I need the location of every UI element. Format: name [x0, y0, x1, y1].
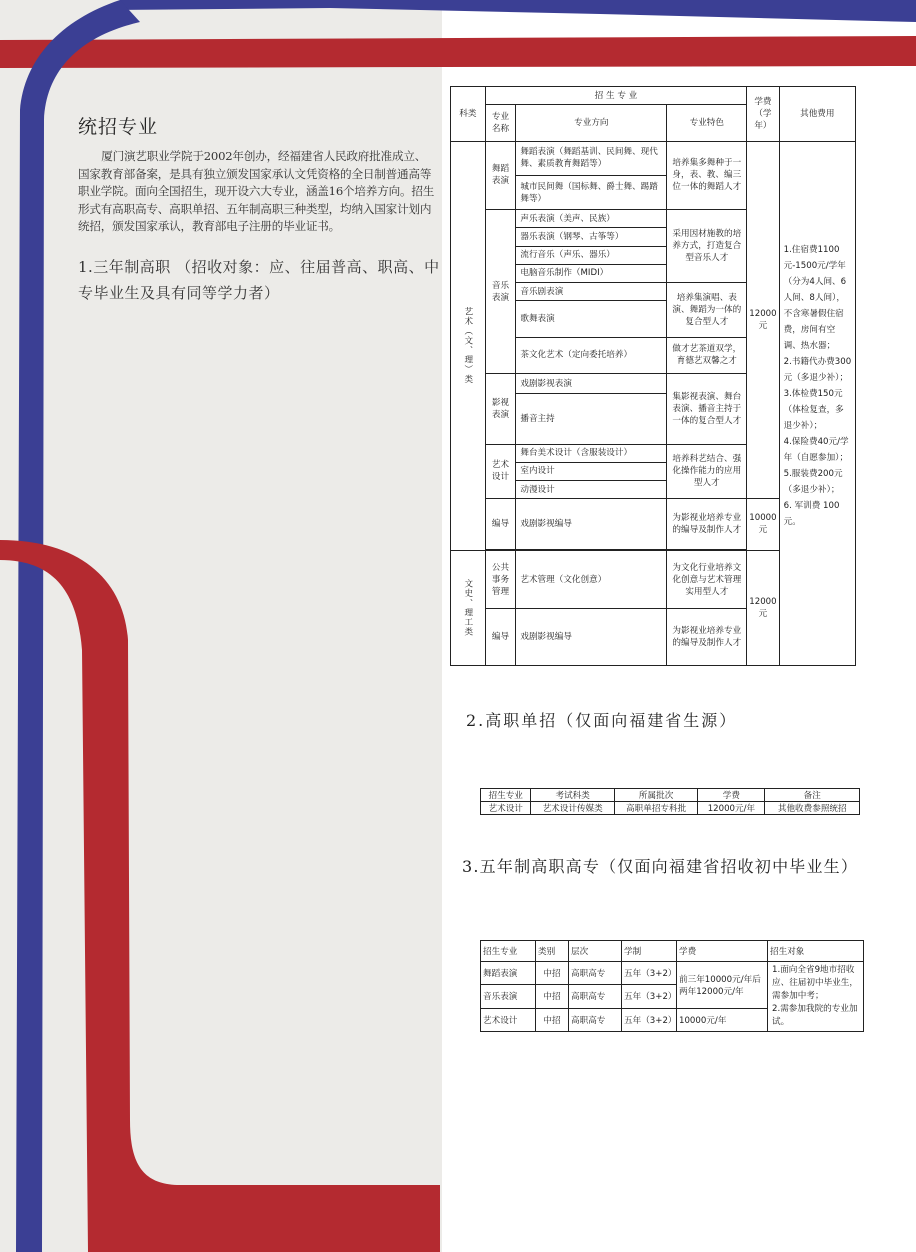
- blue-top-strip: [120, 0, 916, 22]
- direction-design-1: 舞台美术设计（含服装设计）: [516, 444, 667, 462]
- feature-music-2: 培养集演唱、表演、舞蹈为一体的复合型人才: [667, 283, 747, 338]
- t3-cell: 五年（3+2）: [622, 1008, 677, 1031]
- header-fangxiang: 专业方向: [516, 105, 667, 141]
- major-film: 影视表演: [485, 373, 516, 444]
- direction-music-7: 茶文化艺术（定向委托培养）: [516, 337, 667, 373]
- feature-music-1: 采用因材施教的培养方式，打造复合型音乐人才: [667, 210, 747, 283]
- feature-dance: 培养集多舞种于一身，表、教、编三位一体的舞蹈人才: [667, 141, 747, 210]
- t3-header: 学费: [677, 941, 768, 962]
- direction-music-1: 声乐表演（美声、民族）: [516, 210, 667, 228]
- major-director-2: 编导: [485, 609, 516, 666]
- other-fees: 1.住宿费1100元-1500元/学年（分为4人间、6人间、8人间），不含寒暑假住宿费，房间有空调、热水器； 2.书籍代办费300元（多退少补）； 3.体检费150元（体检复查，多退少补）； 4.保险费40元/学年（自愿参加）； 5.服装费200元（多退少补）； 6. 军训费 100元。: [779, 141, 855, 665]
- t3-cell: 中招: [536, 1008, 569, 1031]
- direction-dance-1: 舞蹈表演（舞蹈基训、民间舞、现代舞、素质教育舞蹈等）: [516, 141, 667, 175]
- t3-header: 招生对象: [768, 941, 864, 962]
- t3-cell: 舞蹈表演: [481, 962, 536, 985]
- direction-dance-2: 城市民间舞（国标舞、爵士舞、踢踏舞等）: [516, 175, 667, 209]
- t2-cell: 其他收费参照统招: [765, 802, 860, 815]
- t3-cell: 高职高专: [569, 962, 622, 985]
- three-year-table: [450, 86, 856, 666]
- t2-cell: 12000元/年: [698, 802, 765, 815]
- t2-header: 学费: [698, 789, 765, 802]
- t3-cell: 五年（3+2）: [622, 985, 677, 1008]
- category-art: 艺术（文、理）类: [451, 141, 486, 550]
- header-zhaosheng: 招 生 专 业: [485, 87, 747, 105]
- section-2-title: 2.高职单招（仅面向福建省生源）: [466, 711, 738, 730]
- direction-music-4: 电脑音乐制作（MIDI）: [516, 264, 667, 282]
- major-music: 音乐表演: [485, 210, 516, 374]
- page-title: 统招专业: [78, 116, 159, 138]
- t3-cell: 音乐表演: [481, 985, 536, 1008]
- direction-director: 戏剧影视编导: [516, 499, 667, 550]
- t3-cell: 高职高专: [569, 985, 622, 1008]
- t3-cell: 中招: [536, 985, 569, 1008]
- five-year-table: [480, 940, 864, 1032]
- t3-header: 类别: [536, 941, 569, 962]
- direction-public: 艺术管理（文化创意）: [516, 550, 667, 609]
- t3-fee-2: 10000元/年: [677, 1008, 768, 1031]
- feature-director: 为影视业培养专业的编导及制作人才: [667, 499, 747, 550]
- feature-music-3: 做才艺茶道双学，育德艺双馨之才: [667, 337, 747, 373]
- feature-public: 为文化行业培养文化创意与艺术管理实用型人才: [667, 550, 747, 609]
- direction-design-2: 室内设计: [516, 462, 667, 480]
- section-1-title: 1.三年制高职 （招收对象：应、往届普高、职高、中专毕业生及具有同等学力者）: [78, 258, 440, 302]
- major-public: 公共事务管理: [485, 550, 516, 609]
- t3-cell: 五年（3+2）: [622, 962, 677, 985]
- single-recruit-table: [480, 788, 860, 815]
- t3-fee-1: 前三年10000元/年后两年12000元/年: [677, 962, 768, 1009]
- t2-header: 考试科类: [531, 789, 614, 802]
- direction-music-2: 器乐表演（钢琴、古筝等）: [516, 228, 667, 246]
- direction-director-2: 戏剧影视编导: [516, 609, 667, 666]
- direction-music-6: 歌舞表演: [516, 301, 667, 337]
- t3-header: 招生专业: [481, 941, 536, 962]
- t2-header: 备注: [765, 789, 860, 802]
- fee-art: 12000元: [747, 141, 779, 499]
- t3-target: 1.面向全省9地市招收应、往届初中毕业生，需参加中考； 2.需参加我院的专业加试。: [768, 962, 864, 1032]
- fee-wenshi: 12000元: [747, 550, 779, 665]
- direction-music-5: 音乐剧表演: [516, 283, 667, 301]
- t2-cell: 艺术设计传媒类: [531, 802, 614, 815]
- t3-header: 层次: [569, 941, 622, 962]
- major-design: 艺术设计: [485, 444, 516, 499]
- intro-paragraph: 厦门演艺职业学院于2002年创办，经福建省人民政府批准成立、国家教育部备案，是具有独立颁发国家承认文凭资格的全日制普通高等职业学院。面向全国招生，现开设六大专业，涵盖16个培养方向。招生形式有高职高专、高职单招、五年制高职三种类型，均纳入国家计划内统招，颁发国家承认，教育部电子注册的毕业证书。: [78, 149, 435, 233]
- t3-cell: 高职高专: [569, 1008, 622, 1031]
- direction-design-3: 动漫设计: [516, 481, 667, 499]
- header-tese: 专业特色: [667, 105, 747, 141]
- header-kelei: 科类: [451, 87, 486, 142]
- header-zhuanye: 专业名称: [485, 105, 516, 141]
- red-curve: [0, 540, 440, 1252]
- t2-header: 招生专业: [481, 789, 531, 802]
- t3-cell: 中招: [536, 962, 569, 985]
- section-3-title: 3.五年制高职高专（仅面向福建省招收初中毕业生）: [462, 857, 859, 876]
- header-qita: 其他费用: [779, 87, 855, 142]
- fee-design: 10000元: [747, 499, 779, 551]
- major-dance: 舞蹈表演: [485, 141, 516, 210]
- direction-film-2: 播音主持: [516, 394, 667, 445]
- feature-design: 培养科艺结合、强化操作能力的应用型人才: [667, 444, 747, 499]
- t3-header: 学制: [622, 941, 677, 962]
- feature-film: 集影视表演、舞台表演、播音主持于一体的复合型人才: [667, 373, 747, 444]
- t2-cell: 艺术设计: [481, 802, 531, 815]
- t2-header: 所属批次: [614, 789, 697, 802]
- category-wenshi: 文史、理工类: [451, 550, 486, 665]
- direction-film-1: 戏剧影视表演: [516, 373, 667, 393]
- header-xuefei: 学费（学年）: [747, 87, 779, 142]
- t3-cell: 艺术设计: [481, 1008, 536, 1031]
- red-band: [0, 36, 916, 68]
- t2-cell: 高职单招专科批: [614, 802, 697, 815]
- major-director: 编导: [485, 499, 516, 550]
- direction-music-3: 流行音乐（声乐、器乐）: [516, 246, 667, 264]
- feature-director-2: 为影视业培养专业的编导及制作人才: [667, 609, 747, 666]
